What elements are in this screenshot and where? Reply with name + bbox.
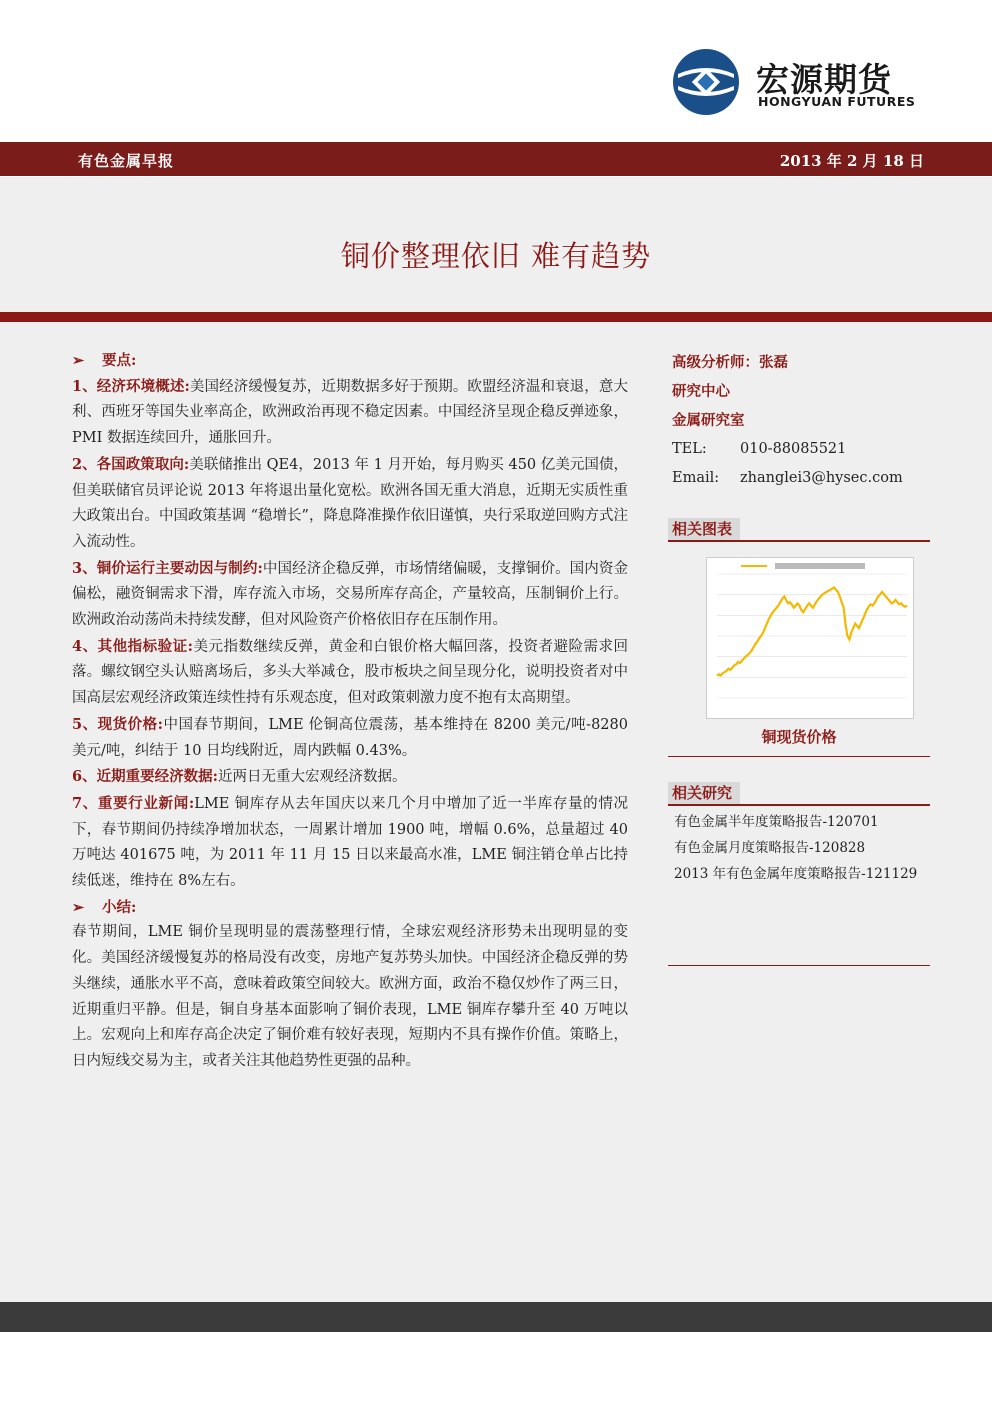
side-column <box>672 348 932 493</box>
main-column <box>72 348 628 1075</box>
analyst-name: 高级分析师：张磊 <box>672 354 788 371</box>
hongyuan-logo-icon <box>672 48 740 116</box>
section-head: 4、其他指标验证: <box>72 637 193 655</box>
legend-text-mark <box>775 563 865 569</box>
chart-grid <box>717 574 907 698</box>
section-head: 5、现货价格: <box>72 715 163 733</box>
section-head: 1、经济环境概述: <box>72 377 190 395</box>
footer-bar <box>0 1302 992 1332</box>
summary-label: 小结: <box>102 898 137 916</box>
report-type: 有色金属早报 <box>78 152 175 170</box>
section-paragraph <box>72 634 628 712</box>
chart-caption: 铜现货价格 <box>761 728 837 746</box>
research-item[interactable]: 2013 年有色金属年度策略报告-121129 <box>674 866 918 882</box>
section-body: 中国春节期间，LME 伦铜高位震荡，基本维持在 8200 美元/吨-8280 美元/吨，纠结于 10 日均线附近，周内跌幅 0.43%。 <box>72 716 628 759</box>
research-item[interactable]: 有色金属月度策略报告-120828 <box>674 840 866 856</box>
office: 金属研究室 <box>672 412 745 429</box>
tel-line <box>672 435 932 464</box>
section-paragraph <box>72 764 628 791</box>
section-head: 2、各国政策取向: <box>72 455 190 473</box>
title-box <box>0 177 992 312</box>
tel-label: TEL: <box>672 441 707 457</box>
key-points-heading <box>72 348 628 374</box>
section-head: 7、重要行业新闻: <box>72 794 195 812</box>
content-panel <box>0 322 992 1302</box>
section-body: 中国经济企稳反弹，市场情绪偏暖，支撑铜价。国内资金偏松，融资铜需求下滑，库存流入市场，交易所库存高企，产量较高，压制铜价上行。欧洲政治动荡尚未持续发酵，但对风险资产价格依旧存在压制作用。 <box>72 560 628 629</box>
copper-price-chart <box>706 557 914 719</box>
chart-rule <box>668 756 930 757</box>
section-body: 美国经济缓慢复苏，近期数据多好于预期。欧盟经济温和衰退，意大利、西班牙等国失业率高企，欧洲政治再现不稳定因素。中国经济呈现企稳反弹迹象，PMI 数据连续回升，通胀回升。 <box>72 378 628 447</box>
email-label: Email: <box>672 470 720 486</box>
email-value[interactable]: zhanglei3@hysec.com <box>740 470 903 486</box>
title-rule <box>0 312 992 322</box>
chart-legend <box>741 563 865 569</box>
company-logo <box>672 48 922 116</box>
research-rule <box>668 965 930 966</box>
research-item[interactable]: 有色金属半年度策略报告-120701 <box>674 814 879 830</box>
logo-name-cn: 宏源期货 <box>756 60 892 99</box>
key-points-label: 要点: <box>102 352 137 369</box>
copper-price-chart-svg <box>707 558 913 718</box>
arrow-bullet-icon: ➢ <box>72 898 85 916</box>
report-topbar <box>0 142 992 176</box>
summary-heading <box>72 895 628 921</box>
section-body: 美联储推出 QE4，2013 年 1 月开始，每月购买 450 亿美元国债，但美联储官员评论说 2013 年将退出量化宽松。欧洲各国无重大消息，近期无实质性重大政策出台。中国政策基调 “稳增长”，降息降准操作依旧谨慎，央行采取逆回购方式注入流动性。 <box>72 456 628 550</box>
section-body: 近两日无重大宏观经济数据。 <box>217 769 407 786</box>
charts-section-header <box>668 518 930 542</box>
report-date: 2013 年 2 月 18 日 <box>779 152 924 170</box>
research-section-header <box>668 782 930 806</box>
research-list <box>674 809 934 887</box>
section-paragraph <box>72 712 628 764</box>
tel-value: 010-88085521 <box>740 441 847 457</box>
section-paragraph <box>72 556 628 634</box>
email-line <box>672 464 932 493</box>
section-body: LME 铜库存从去年国庆以来几个月中增加了近一半库存量的情况下，春节期间仍持续净增加状态，一周累计增加 1900 吨，增幅 0.6%，总量超过 40 万吨达 401675 吨，为 2011 年 11 月 15 日以来最高水准，LME 铜注销仓单占比持续低迷，维持在 8%左右。 <box>72 795 628 890</box>
section-paragraph <box>72 452 628 556</box>
logo-name-en: HONGYUAN FUTURES <box>758 94 916 109</box>
research-section-label: 相关研究 <box>668 782 740 804</box>
header-area <box>0 0 992 140</box>
report-title: 铜价整理依旧 难有趋势 <box>340 239 652 273</box>
chart-series-line <box>717 588 907 676</box>
section-head: 3、铜价运行主要动因与制约: <box>72 559 263 577</box>
arrow-bullet-icon: ➢ <box>72 352 85 369</box>
section-body: 美元指数继续反弹，黄金和白银价格大幅回落，投资者避险需求回落。螺纹钢空头认赔离场后，多头大举减仓，股市板块之间呈现分化，说明投资者对中国高层宏观经济政策连续性持有乐观态度，但对政策刺激力度不抱有太高期望。 <box>72 638 628 707</box>
charts-section-label: 相关图表 <box>668 518 740 540</box>
department: 研究中心 <box>672 383 730 400</box>
summary-text: 春节期间，LME 铜价呈现明显的震荡整理行情，全球宏观经济形势未出现明显的变化。美国经济缓慢复苏的格局没有改变，房地产复苏势头加快。中国经济企稳反弹的势头继续，通胀水平不高，意味着政策空间较大。欧洲方面，政治不稳仅炒作了两三日，近期重归平静。但是，铜自身基本面影响了铜价表现，LME 铜库存攀升至 40 万吨以上。宏观向上和库存高企决定了铜价难有较好表现，短期内不具有操作价值。策略上，日内短线交易为主，或者关注其他趋势性更强的品种。 <box>72 924 628 1069</box>
section-paragraph <box>72 374 628 452</box>
section-head: 6、近期重要经济数据: <box>72 768 218 786</box>
section-paragraph <box>72 791 628 895</box>
